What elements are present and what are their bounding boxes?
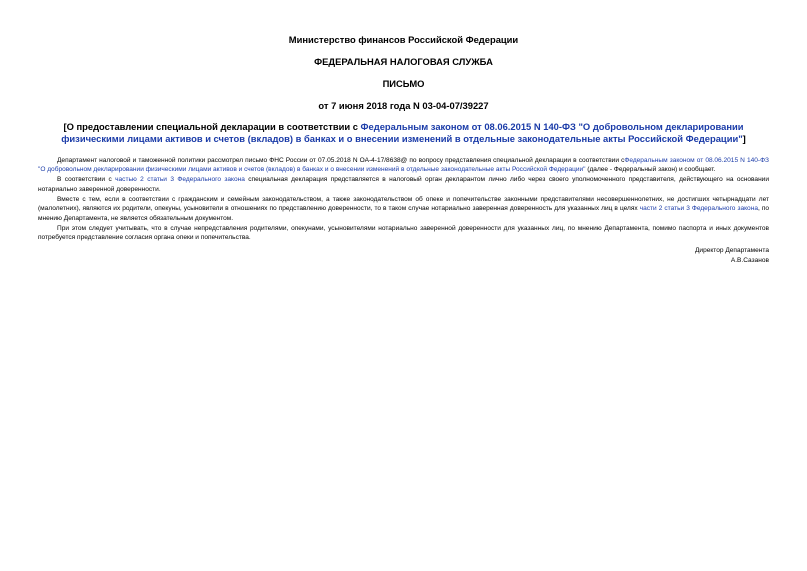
paragraph-2-text-b: специальная декларация представляется в налоговый орган декларантом лично либо через своего уполномоченного представителя, действующего на основании нотариально заверенной доверенности. xyxy=(38,176,769,193)
document-type: ПИСЬМО xyxy=(382,78,425,89)
paragraph-3-text-b: , по мнению Департамента, не является обязательным документом. xyxy=(38,205,770,222)
article-3-part-2-link-2[interactable]: части 2 статьи 3 Федерального закона xyxy=(639,205,758,213)
paragraph-1-text-b: (далее - Федеральный закон) и сообщает. xyxy=(585,166,716,174)
signature-name: А.В.Сазанов xyxy=(730,256,769,264)
paragraph-4: При этом следует учитывать, что в случае непредставления родителями, опекунами, усыновителями нотариально заверенной доверенности для указанных лиц, по мнению Департамента, помимо паспорта и иных документов потребуется представление согласия органа опеки и попечительства. xyxy=(38,224,769,242)
service-title: ФЕДЕРАЛЬНАЯ НАЛОГОВАЯ СЛУЖБА xyxy=(314,56,493,67)
signature-title: Директор Департамента xyxy=(695,247,769,255)
paragraph-2 xyxy=(38,175,769,194)
paragraph-1-text-a: Департамент налоговой и таможенной политики рассмотрел письмо ФНС России от 07.05.2018 N ОА-4-17/8638@ по вопросу представления специальной декларации в соответствии с xyxy=(57,157,625,164)
signature-block xyxy=(38,246,769,265)
paragraph-3-text-a: Вместе с тем, если в соответствии с гражданским и семейным законодательством, а также законодательством об опеке и попечительстве законными представителями несовершеннолетних, не достигших четырнадцати лет (малолетних), являются их родители, опекуны, усыновители в отношениях по представлению доверенности, то в таком случае нотариально заверенная доверенность для указанных лиц в целях xyxy=(38,195,769,213)
letter-body xyxy=(38,156,769,242)
document-date-number: от 7 июня 2018 года N 03-04-07/39227 xyxy=(318,100,489,111)
ministry-title: Министерство финансов Российской Федерации xyxy=(288,34,519,45)
paragraph-2-text-a: В соответствии с xyxy=(57,176,116,184)
paragraph-3 xyxy=(38,195,769,223)
paragraph-1 xyxy=(38,156,769,175)
subject-suffix: ] xyxy=(742,132,746,144)
federal-law-link[interactable]: Федеральным законом от 08.06.2015 N 140-ФЗ "О добровольном декларировании физическими лицами активов и счетов (вкладов) в банках и о внесении изменений в отдельные законодательные акты Российской Федерации" xyxy=(38,157,769,174)
article-3-part-2-link[interactable]: частью 2 статьи 3 Федерального закона xyxy=(115,176,245,184)
subject-law-link[interactable]: Федеральным законом от 08.06.2015 N 140-ФЗ "О добровольном декларировании физическими лицами активов и счетов (вкладов) в банках и о внесении изменений в отдельные законодательные акты Российской Федерации" xyxy=(61,121,744,144)
subject-prefix: [О предоставлении специальной декларации в соответствии с xyxy=(63,121,361,132)
document-subject xyxy=(38,121,769,144)
document-page xyxy=(38,34,769,265)
